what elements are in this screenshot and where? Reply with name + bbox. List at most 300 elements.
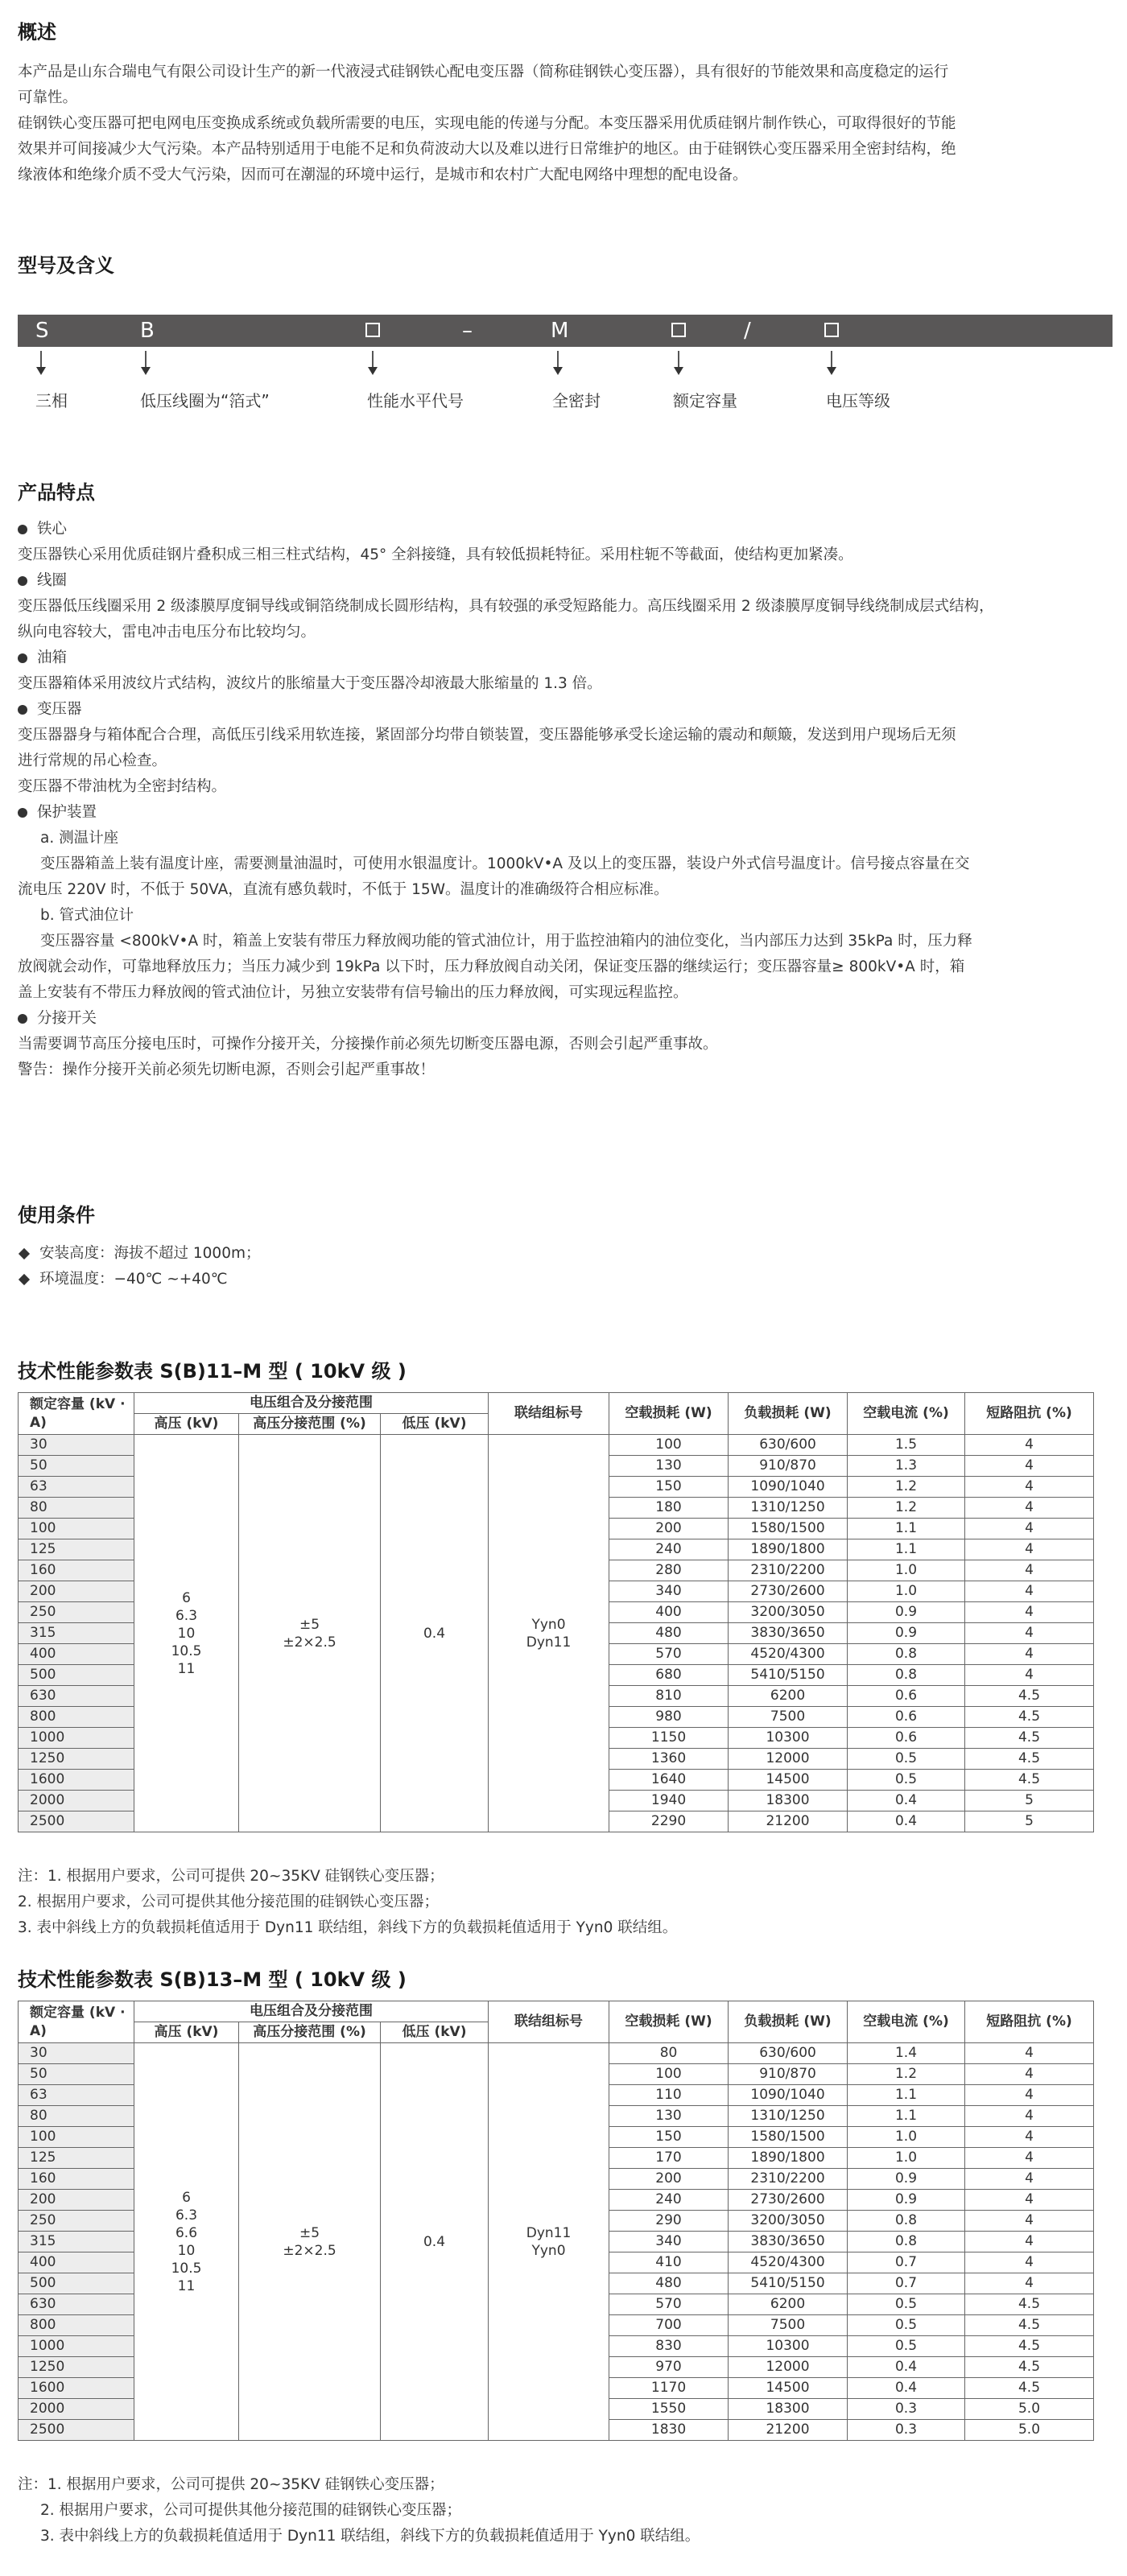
- noload-current-cell: 1.0: [848, 1581, 965, 1602]
- noload-loss-cell: 150: [609, 2127, 729, 2148]
- header-hv-tap: 高压分接范围 (%): [239, 1414, 381, 1435]
- noload-loss-cell: 1830: [609, 2420, 729, 2441]
- load-loss-cell: 14500: [729, 1770, 848, 1791]
- noload-current-cell: 0.7: [848, 2252, 965, 2273]
- load-loss-cell: 630/600: [729, 1435, 848, 1456]
- hv-tap-cell-value: ±2×2.5: [283, 1634, 336, 1651]
- model-code-dash: –: [462, 319, 473, 343]
- impedance-cell: 5.0: [965, 2399, 1094, 2420]
- noload-loss-cell: 240: [609, 2190, 729, 2211]
- noload-loss-cell: 1360: [609, 1749, 729, 1770]
- header-capacity: 额定容量 (kV · A): [19, 2001, 134, 2043]
- capacity-cell: 160: [19, 2169, 134, 2190]
- features-text: [18, 517, 1113, 1083]
- noload-current-cell: 1.1: [848, 2106, 965, 2127]
- impedance-cell: 4: [965, 2085, 1094, 2106]
- noload-current-cell: 0.8: [848, 1644, 965, 1665]
- capacity-cell: 315: [19, 1623, 134, 1644]
- capacity-cell: 200: [19, 1581, 134, 1602]
- noload-current-cell: 1.0: [848, 1560, 965, 1581]
- load-loss-cell: 21200: [729, 1811, 848, 1832]
- arrow-down-icon: [372, 351, 374, 375]
- capacity-cell: 400: [19, 2252, 134, 2273]
- noload-current-cell: 0.5: [848, 2294, 965, 2315]
- load-loss-cell: 3830/3650: [729, 2232, 848, 2252]
- noload-current-cell: 0.4: [848, 2378, 965, 2399]
- model-code-m: M: [551, 319, 569, 343]
- noload-loss-cell: 290: [609, 2211, 729, 2232]
- noload-current-cell: 1.3: [848, 1456, 965, 1477]
- impedance-cell: 4: [965, 1519, 1094, 1539]
- noload-loss-cell: 80: [609, 2043, 729, 2064]
- hv-tap-cell: [239, 1435, 381, 1832]
- header-lv: 低压 (kV): [381, 2022, 489, 2043]
- load-loss-cell: 7500: [729, 1707, 848, 1728]
- noload-loss-cell: 1150: [609, 1728, 729, 1749]
- feature-text: 变压器低压线圈采用 2 级漆膜厚度铜导线或铜箔绕制成长圆形结构，具有较强的承受短路能力。高压线圈采用 2 级漆膜厚度铜导线绕制成层式结构，: [18, 598, 994, 615]
- diamond-bullet-icon: [19, 1248, 30, 1259]
- model-code-b: B: [140, 319, 155, 343]
- model-label: 三相: [35, 391, 68, 410]
- load-loss-cell: 7500: [729, 2315, 848, 2336]
- impedance-cell: 4: [965, 2127, 1094, 2148]
- impedance-cell: 4: [965, 2252, 1094, 2273]
- impedance-cell: 5: [965, 1811, 1094, 1832]
- noload-loss-cell: 1170: [609, 2378, 729, 2399]
- capacity-cell: 125: [19, 1539, 134, 1560]
- header-lv: 低压 (kV): [381, 1414, 489, 1435]
- load-loss-cell: 12000: [729, 1749, 848, 1770]
- noload-current-cell: 0.8: [848, 2232, 965, 2252]
- table-row: [19, 1435, 1094, 1456]
- header-noload-current: 空载电流 (%): [848, 1393, 965, 1435]
- bullet-icon: [18, 653, 27, 663]
- hv-cell-value: 11: [177, 1660, 196, 1677]
- note-line: 2. 根据用户要求，公司可提供其他分接范围的硅钢铁心变压器；: [18, 1894, 440, 1910]
- noload-current-cell: 0.9: [848, 2190, 965, 2211]
- impedance-cell: 4: [965, 1560, 1094, 1581]
- noload-loss-cell: 340: [609, 1581, 729, 1602]
- conditions-title: 使用条件: [18, 1204, 95, 1226]
- connection-cell: [489, 1435, 609, 1832]
- impedance-cell: 4: [965, 1602, 1094, 1623]
- model-code-box-icon: [365, 323, 380, 337]
- noload-loss-cell: 110: [609, 2085, 729, 2106]
- bullet-icon: [18, 576, 27, 586]
- load-loss-cell: 4520/4300: [729, 1644, 848, 1665]
- impedance-cell: 4.5: [965, 1686, 1094, 1707]
- noload-loss-cell: 130: [609, 1456, 729, 1477]
- impedance-cell: 4: [965, 2232, 1094, 2252]
- impedance-cell: 4.5: [965, 2315, 1094, 2336]
- connection-cell-value: Yyn0: [531, 2242, 566, 2259]
- load-loss-cell: 1090/1040: [729, 2085, 848, 2106]
- noload-current-cell: 0.3: [848, 2399, 965, 2420]
- bullet-icon: [18, 525, 27, 534]
- load-loss-cell: 910/870: [729, 1456, 848, 1477]
- feature-subheading: b. 管式油位计: [40, 907, 134, 924]
- noload-loss-cell: 480: [609, 2273, 729, 2294]
- hv-cell-value: 6: [182, 2189, 191, 2206]
- noload-current-cell: 0.6: [848, 1686, 965, 1707]
- impedance-cell: 4: [965, 2043, 1094, 2064]
- capacity-cell: 63: [19, 1477, 134, 1498]
- capacity-cell: 50: [19, 2064, 134, 2085]
- feature-heading: 铁心: [18, 517, 1113, 542]
- noload-current-cell: 1.2: [848, 1498, 965, 1519]
- bullet-icon: [18, 808, 27, 818]
- header-hv-tap: 高压分接范围 (%): [239, 2022, 381, 2043]
- hv-cell-value: 6.3: [175, 2207, 198, 2224]
- noload-current-cell: 1.1: [848, 1519, 965, 1539]
- load-loss-cell: 10300: [729, 2336, 848, 2357]
- noload-loss-cell: 970: [609, 2357, 729, 2378]
- capacity-cell: 800: [19, 1707, 134, 1728]
- noload-current-cell: 1.1: [848, 1539, 965, 1560]
- bullet-icon: [18, 705, 27, 715]
- feature-heading: 线圈: [18, 568, 1113, 594]
- model-code-bar: [18, 315, 1113, 347]
- header-voltage-group: 电压组合及分接范围: [134, 2001, 489, 2022]
- feature-text: 当需要调节高压分接电压时，可操作分接开关，分接操作前必须先切断变压器电源，否则会引起严重事故。: [18, 1036, 718, 1053]
- capacity-cell: 2000: [19, 1791, 134, 1811]
- noload-loss-cell: 280: [609, 1560, 729, 1581]
- load-loss-cell: 10300: [729, 1728, 848, 1749]
- header-noload-current: 空载电流 (%): [848, 2001, 965, 2043]
- note-line: 注：1. 根据用户要求，公司可提供 20~35KV 硅钢铁心变压器；: [18, 1868, 444, 1885]
- load-loss-cell: 14500: [729, 2378, 848, 2399]
- capacity-cell: 125: [19, 2148, 134, 2169]
- noload-current-cell: 1.2: [848, 2064, 965, 2085]
- noload-loss-cell: 340: [609, 2232, 729, 2252]
- condition-item: 环境温度：−40℃ ~+40℃: [18, 1267, 1113, 1292]
- capacity-cell: 30: [19, 1435, 134, 1456]
- model-label: 额定容量: [673, 391, 737, 410]
- capacity-cell: 250: [19, 1602, 134, 1623]
- noload-loss-cell: 680: [609, 1665, 729, 1686]
- feature-text: 变压器箱盖上装有温度计座，需要测量油温时，可使用水银温度计。1000kV•A 及以上的变压器，装设户外式信号温度计。信号接点容量在交: [40, 855, 970, 872]
- noload-current-cell: 0.4: [848, 2357, 965, 2378]
- load-loss-cell: 910/870: [729, 2064, 848, 2085]
- noload-loss-cell: 570: [609, 2294, 729, 2315]
- load-loss-cell: 2730/2600: [729, 2190, 848, 2211]
- noload-current-cell: 0.9: [848, 2169, 965, 2190]
- load-loss-cell: 3830/3650: [729, 1623, 848, 1644]
- load-loss-cell: 21200: [729, 2420, 848, 2441]
- noload-loss-cell: 180: [609, 1498, 729, 1519]
- noload-loss-cell: 1550: [609, 2399, 729, 2420]
- load-loss-cell: 1580/1500: [729, 1519, 848, 1539]
- capacity-cell: 200: [19, 2190, 134, 2211]
- noload-current-cell: 1.0: [848, 2127, 965, 2148]
- header-noload-loss: 空载损耗 (W): [609, 2001, 729, 2043]
- noload-current-cell: 1.5: [848, 1435, 965, 1456]
- load-loss-cell: 1580/1500: [729, 2127, 848, 2148]
- capacity-cell: 100: [19, 1519, 134, 1539]
- feature-subheading: a. 测温计座: [40, 830, 119, 847]
- capacity-cell: 1250: [19, 2357, 134, 2378]
- hv-cell-value: 6.6: [175, 2224, 198, 2241]
- capacity-cell: 2500: [19, 1811, 134, 1832]
- condition-item: 安装高度：海拔不超过 1000m；: [18, 1241, 1113, 1267]
- spec-table-sb11: [18, 1392, 1094, 1832]
- impedance-cell: 4: [965, 2064, 1094, 2085]
- impedance-cell: 4: [965, 1539, 1094, 1560]
- impedance-cell: 4.5: [965, 1770, 1094, 1791]
- capacity-cell: 1000: [19, 1728, 134, 1749]
- noload-current-cell: 0.4: [848, 1791, 965, 1811]
- model-code-box-icon: [671, 323, 686, 337]
- noload-current-cell: 0.5: [848, 2315, 965, 2336]
- load-loss-cell: 3200/3050: [729, 2211, 848, 2232]
- noload-loss-cell: 1640: [609, 1770, 729, 1791]
- noload-current-cell: 0.3: [848, 2420, 965, 2441]
- noload-loss-cell: 170: [609, 2148, 729, 2169]
- impedance-cell: 4: [965, 1456, 1094, 1477]
- arrow-down-icon: [678, 351, 679, 375]
- overview-line: 效果并可间接减少大气污染。本产品特别适用于电能不足和负荷波动大以及难以进行日常维护的地区。由于硅钢铁心变压器采用全密封结构，绝: [18, 141, 956, 158]
- model-label: 电压等级: [826, 391, 890, 410]
- header-hv: 高压 (kV): [134, 1414, 239, 1435]
- noload-current-cell: 0.6: [848, 1728, 965, 1749]
- hv-cell-value: 10.5: [171, 2260, 202, 2277]
- feature-text: 变压器箱体采用波纹片式结构，波纹片的胀缩量大于变压器冷却液最大胀缩量的 1.3 倍。: [18, 675, 602, 692]
- load-loss-cell: 1890/1800: [729, 1539, 848, 1560]
- header-connection: 联结组标号: [489, 2001, 609, 2043]
- impedance-cell: 4.5: [965, 2336, 1094, 2357]
- capacity-cell: 315: [19, 2232, 134, 2252]
- conditions-list: [18, 1241, 1113, 1292]
- load-loss-cell: 1310/1250: [729, 2106, 848, 2127]
- header-load-loss: 负载损耗 (W): [729, 2001, 848, 2043]
- impedance-cell: 4: [965, 1581, 1094, 1602]
- capacity-cell: 80: [19, 1498, 134, 1519]
- noload-current-cell: 0.7: [848, 2273, 965, 2294]
- load-loss-cell: 4520/4300: [729, 2252, 848, 2273]
- capacity-cell: 50: [19, 1456, 134, 1477]
- feature-text: 纵向电容较大，雷电冲击电压分布比较均匀。: [18, 624, 316, 641]
- model-label: 性能水平代号: [367, 391, 464, 410]
- hv-cell-value: 10: [177, 1625, 196, 1642]
- impedance-cell: 4: [965, 1435, 1094, 1456]
- spec-table-sb13: [18, 2001, 1094, 2441]
- impedance-cell: 4.5: [965, 2294, 1094, 2315]
- load-loss-cell: 12000: [729, 2357, 848, 2378]
- load-loss-cell: 2310/2200: [729, 1560, 848, 1581]
- capacity-cell: 500: [19, 2273, 134, 2294]
- overview-line: 本产品是山东合瑞电气有限公司设计生产的新一代液浸式硅钢铁心配电变压器（简称硅钢铁心变压器），具有很好的节能效果和高度稳定的运行: [18, 64, 949, 80]
- capacity-cell: 500: [19, 1665, 134, 1686]
- hv-cell-value: 6: [182, 1589, 191, 1606]
- load-loss-cell: 3200/3050: [729, 1602, 848, 1623]
- feature-text: 盖上安装有不带压力释放阀的管式油位计，另独立安装带有信号输出的压力释放阀，可实现远程监控。: [18, 984, 688, 1001]
- overview-text: [18, 60, 1113, 188]
- model-code-slash: /: [744, 319, 751, 343]
- load-loss-cell: 1890/1800: [729, 2148, 848, 2169]
- capacity-cell: 100: [19, 2127, 134, 2148]
- header-capacity: 额定容量 (kV · A): [19, 1393, 134, 1435]
- noload-current-cell: 0.5: [848, 1770, 965, 1791]
- hv-tap-cell: [239, 2043, 381, 2441]
- overview-line: 缘液体和绝缘介质不受大气污染，因而可在潮湿的环境中运行，是城市和农村广大配电网络中理想的配电设备。: [18, 167, 748, 183]
- noload-loss-cell: 410: [609, 2252, 729, 2273]
- capacity-cell: 1600: [19, 1770, 134, 1791]
- impedance-cell: 4: [965, 2190, 1094, 2211]
- impedance-cell: 4.5: [965, 2357, 1094, 2378]
- noload-loss-cell: 400: [609, 1602, 729, 1623]
- noload-loss-cell: 980: [609, 1707, 729, 1728]
- load-loss-cell: 630/600: [729, 2043, 848, 2064]
- impedance-cell: 4: [965, 2106, 1094, 2127]
- impedance-cell: 4: [965, 2273, 1094, 2294]
- header-connection: 联结组标号: [489, 1393, 609, 1435]
- feature-text: 变压器不带油枕为全密封结构。: [18, 778, 227, 795]
- hv-cell-value: 10.5: [171, 1642, 202, 1659]
- feature-heading: 油箱: [18, 645, 1113, 671]
- impedance-cell: 4: [965, 1644, 1094, 1665]
- feature-text: 变压器容量 <800kV•A 时，箱盖上安装有带压力释放阀功能的管式油位计，用于监控油箱内的油位变化，当内部压力达到 35kPa 时，压力释: [40, 933, 972, 950]
- noload-loss-cell: 700: [609, 2315, 729, 2336]
- diamond-bullet-icon: [19, 1274, 30, 1285]
- noload-loss-cell: 2290: [609, 1811, 729, 1832]
- header-voltage-group: 电压组合及分接范围: [134, 1393, 489, 1414]
- impedance-cell: 5.0: [965, 2420, 1094, 2441]
- noload-loss-cell: 200: [609, 2169, 729, 2190]
- arrow-down-icon: [557, 351, 559, 375]
- impedance-cell: 4: [965, 1665, 1094, 1686]
- lv-cell: 0.4: [381, 1435, 489, 1832]
- connection-cell: [489, 2043, 609, 2441]
- model-title: 型号及含义: [18, 254, 114, 277]
- capacity-cell: 80: [19, 2106, 134, 2127]
- table1-title: 技术性能参数表 S(B)11–M 型 ( 10kV 级 ): [18, 1360, 407, 1383]
- overview-line: 硅钢铁心变压器可把电网电压变换成系统或负载所需要的电压，实现电能的传递与分配。本变压器采用优质硅钢片制作铁心，可取得很好的节能: [18, 115, 956, 132]
- feature-heading: 变压器: [18, 697, 1113, 723]
- noload-loss-cell: 150: [609, 1477, 729, 1498]
- arrow-down-icon: [40, 351, 42, 375]
- header-hv: 高压 (kV): [134, 2022, 239, 2043]
- load-loss-cell: 5410/5150: [729, 1665, 848, 1686]
- note-line: 3. 表中斜线上方的负载损耗值适用于 Dyn11 联结组，斜线下方的负载损耗值适用于 Yyn0 联结组。: [18, 1919, 678, 1936]
- impedance-cell: 4.5: [965, 1749, 1094, 1770]
- bullet-icon: [18, 1014, 27, 1024]
- header-impedance: 短路阻抗 (%): [965, 1393, 1094, 1435]
- impedance-cell: 4: [965, 1498, 1094, 1519]
- lv-cell: 0.4: [381, 2043, 489, 2441]
- noload-loss-cell: 240: [609, 1539, 729, 1560]
- model-label: 全密封: [552, 391, 601, 410]
- noload-current-cell: 0.8: [848, 2211, 965, 2232]
- noload-loss-cell: 570: [609, 1644, 729, 1665]
- impedance-cell: 4: [965, 2148, 1094, 2169]
- model-label: 低压线圈为“箔式”: [140, 391, 270, 410]
- load-loss-cell: 2310/2200: [729, 2169, 848, 2190]
- overview-line: 可靠性。: [18, 89, 78, 106]
- noload-loss-cell: 830: [609, 2336, 729, 2357]
- feature-warning: 警告：操作分接开关前必须先切断电源，否则会引起严重事故！: [18, 1061, 436, 1078]
- feature-text: 变压器铁心采用优质硅钢片叠积成三相三柱式结构，45° 全斜接缝，具有较低损耗特征。采用柱轭不等截面，使结构更加紧凑。: [18, 546, 853, 563]
- hv-cell: [134, 2043, 239, 2441]
- hv-cell-value: 10: [177, 2242, 196, 2259]
- noload-current-cell: 1.0: [848, 2148, 965, 2169]
- noload-current-cell: 0.9: [848, 1623, 965, 1644]
- capacity-cell: 2000: [19, 2399, 134, 2420]
- noload-loss-cell: 810: [609, 1686, 729, 1707]
- feature-text: 放阀就会动作，可靠地释放压力；当压力减少到 19kPa 以下时，压力释放阀自动关闭，保证变压器的继续运行；变压器容量≥ 800kV•A 时，箱: [18, 958, 965, 975]
- load-loss-cell: 5410/5150: [729, 2273, 848, 2294]
- table-row: [19, 2043, 1094, 2064]
- noload-loss-cell: 200: [609, 1519, 729, 1539]
- model-code-s: S: [35, 319, 49, 343]
- note-line: 2. 根据用户要求，公司可提供其他分接范围的硅钢铁心变压器；: [40, 2502, 462, 2519]
- capacity-cell: 1000: [19, 2336, 134, 2357]
- capacity-cell: 630: [19, 2294, 134, 2315]
- load-loss-cell: 1310/1250: [729, 1498, 848, 1519]
- load-loss-cell: 1090/1040: [729, 1477, 848, 1498]
- impedance-cell: 5: [965, 1791, 1094, 1811]
- load-loss-cell: 2730/2600: [729, 1581, 848, 1602]
- capacity-cell: 250: [19, 2211, 134, 2232]
- capacity-cell: 630: [19, 1686, 134, 1707]
- capacity-cell: 160: [19, 1560, 134, 1581]
- feature-text: 流电压 220V 时，不低于 50VA，直流有感负载时，不低于 15W。温度计的准确级符合相应标准。: [18, 881, 669, 898]
- noload-current-cell: 0.9: [848, 1602, 965, 1623]
- noload-loss-cell: 1940: [609, 1791, 729, 1811]
- model-code-box-icon: [824, 323, 839, 337]
- noload-current-cell: 1.4: [848, 2043, 965, 2064]
- note-line: 3. 表中斜线上方的负载损耗值适用于 Dyn11 联结组，斜线下方的负载损耗值适用于 Yyn0 联结组。: [40, 2528, 700, 2545]
- header-load-loss: 负载损耗 (W): [729, 1393, 848, 1435]
- features-title: 产品特点: [18, 481, 95, 504]
- table2-title: 技术性能参数表 S(B)13–M 型 ( 10kV 级 ): [18, 1968, 407, 1991]
- noload-current-cell: 1.2: [848, 1477, 965, 1498]
- noload-current-cell: 0.6: [848, 1707, 965, 1728]
- feature-heading: 分接开关: [18, 1006, 1113, 1032]
- overview-title: 概述: [18, 21, 56, 43]
- noload-current-cell: 1.1: [848, 2085, 965, 2106]
- capacity-cell: 63: [19, 2085, 134, 2106]
- capacity-cell: 400: [19, 1644, 134, 1665]
- impedance-cell: 4.5: [965, 2378, 1094, 2399]
- arrow-down-icon: [831, 351, 832, 375]
- impedance-cell: 4: [965, 1477, 1094, 1498]
- capacity-cell: 1600: [19, 2378, 134, 2399]
- noload-current-cell: 0.5: [848, 2336, 965, 2357]
- noload-current-cell: 0.4: [848, 1811, 965, 1832]
- capacity-cell: 2500: [19, 2420, 134, 2441]
- impedance-cell: 4: [965, 2169, 1094, 2190]
- noload-current-cell: 0.8: [848, 1665, 965, 1686]
- hv-cell-value: 11: [177, 2277, 196, 2294]
- load-loss-cell: 18300: [729, 2399, 848, 2420]
- hv-tap-cell-value: ±5: [299, 2224, 320, 2241]
- hv-tap-cell-value: ±2×2.5: [283, 2242, 336, 2259]
- feature-heading: 保护装置: [18, 800, 1113, 826]
- impedance-cell: 4.5: [965, 1728, 1094, 1749]
- noload-loss-cell: 130: [609, 2106, 729, 2127]
- noload-current-cell: 0.5: [848, 1749, 965, 1770]
- impedance-cell: 4: [965, 2211, 1094, 2232]
- arrow-down-icon: [145, 351, 147, 375]
- header-noload-loss: 空载损耗 (W): [609, 1393, 729, 1435]
- impedance-cell: 4: [965, 1623, 1094, 1644]
- noload-loss-cell: 100: [609, 1435, 729, 1456]
- feature-text: 进行常规的吊心检查。: [18, 752, 167, 769]
- load-loss-cell: 6200: [729, 2294, 848, 2315]
- impedance-cell: 4.5: [965, 1707, 1094, 1728]
- header-impedance: 短路阻抗 (%): [965, 2001, 1094, 2043]
- feature-text: 变压器器身与箱体配合合理，高低压引线采用软连接，紧固部分均带自锁装置，变压器能够承受长途运输的震动和颠簸，发送到用户现场后无须: [18, 727, 956, 744]
